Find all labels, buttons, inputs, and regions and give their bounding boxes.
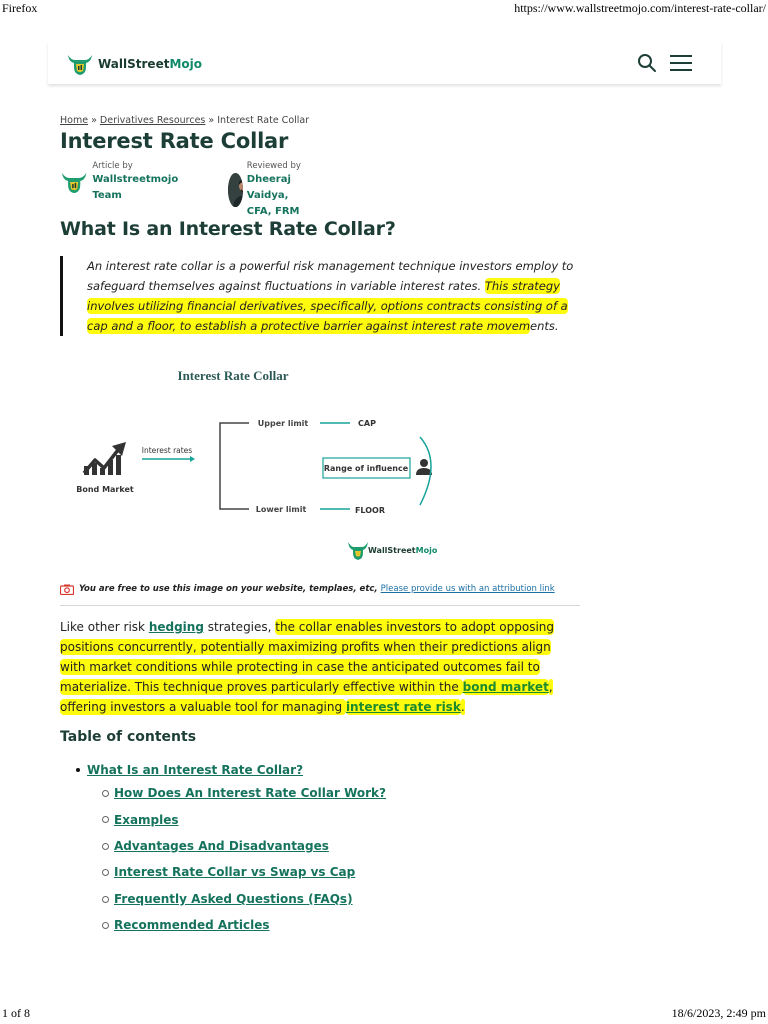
bond-market-link[interactable]: bond market <box>462 680 549 694</box>
author-reviewer <box>228 160 310 220</box>
browser-name: Firefox <box>2 1 38 15</box>
toc-link-faqs[interactable]: Frequently Asked Questions (FAQs) <box>114 891 353 906</box>
interest-rate-risk-link[interactable]: interest rate risk <box>345 700 461 714</box>
reviewer-avatar <box>228 173 243 207</box>
breadcrumb <box>60 115 309 126</box>
collar-diagram <box>60 360 530 575</box>
author-role: Article by <box>92 161 133 171</box>
toc-link-vs-swap[interactable]: Interest Rate Collar vs Swap vs Cap <box>114 865 356 880</box>
toc-item <box>60 780 580 806</box>
site-header <box>48 42 721 84</box>
attribution-link[interactable]: Please provide us with an attribution link <box>380 584 555 594</box>
diagram-range: Range of influence <box>323 464 409 473</box>
diagram-upper-limit: Upper limit <box>257 419 309 428</box>
site-logo[interactable] <box>66 52 202 76</box>
bull-logo-icon <box>66 52 94 76</box>
breadcrumb-separator: » <box>88 115 100 126</box>
print-datetime: 18/6/2023, 2:49 pm <box>671 1006 766 1020</box>
breadcrumb-home[interactable]: Home <box>60 115 89 126</box>
logo-text-wallstreet: WallStreet <box>98 57 170 71</box>
diagram-watermark <box>368 546 438 555</box>
toc-title: Table of contents <box>60 729 197 745</box>
diagram-cap: CAP <box>358 419 376 428</box>
search-button[interactable] <box>636 52 658 74</box>
toc-item <box>60 806 580 832</box>
quote-text <box>87 256 590 336</box>
attribution-text: You are free to use this image on your website, templaes, etc, <box>79 584 378 594</box>
breadcrumb-separator: » <box>205 115 218 126</box>
diagram-lower-limit: Lower limit <box>255 505 307 514</box>
toc-item <box>60 886 580 912</box>
print-footer <box>0 1006 768 1024</box>
para-highlight: , offering investors a valuable tool for managing <box>60 680 553 714</box>
image-attribution-note <box>60 584 580 606</box>
diagram-bracket <box>220 423 249 509</box>
diagram-floor: FLOOR <box>354 506 386 515</box>
person-icon <box>416 459 432 475</box>
watermark-mojo: Mojo <box>415 546 438 555</box>
diagram-title: Interest Rate Collar <box>177 368 289 383</box>
toc-item <box>60 859 580 885</box>
toc-link-recommended[interactable]: Recommended Articles <box>114 918 270 933</box>
camera-icon <box>60 584 74 595</box>
section-heading: What Is an Interest Rate Collar? <box>60 218 396 240</box>
watermark-wallstreet: WallStreet <box>368 546 416 555</box>
menu-button[interactable] <box>670 54 692 72</box>
toc-link-how-works[interactable]: How Does An Interest Rate Collar Work? <box>114 786 386 801</box>
toc-item <box>60 760 580 780</box>
breadcrumb-derivatives[interactable]: Derivatives Resources <box>99 115 206 126</box>
author-name[interactable]: Wallstreetmojo Team <box>92 174 179 201</box>
para-text: strategies, <box>203 620 276 634</box>
para-text: Like other risk <box>60 620 149 634</box>
author-logo-avatar <box>60 165 88 199</box>
author-article <box>60 160 186 204</box>
diagram-watermark-logo <box>348 542 368 560</box>
quote-plain: An interest rate collar is a powerful risk management technique investors employ to safeguard themselves against fluctuations in variable interest rates. <box>87 259 574 293</box>
reviewer-role: Reviewed by <box>246 161 301 171</box>
search-icon <box>636 52 658 74</box>
toc-link-what-is[interactable]: What Is an Interest Rate Collar? <box>87 763 304 777</box>
breadcrumb-current: Interest Rate Collar <box>217 115 310 126</box>
toc-link-examples[interactable]: Examples <box>114 812 179 827</box>
page-title: Interest Rate Collar <box>60 129 289 153</box>
hamburger-menu-icon <box>670 54 692 72</box>
quote-tail: ents. <box>530 319 559 333</box>
reviewer-name[interactable]: Dheeraj Vaidya, CFA, FRM <box>246 174 300 217</box>
hedging-link[interactable]: hedging <box>148 620 204 634</box>
print-header <box>0 0 768 16</box>
toc-link-advantages[interactable]: Advantages And Disadvantages <box>114 838 329 853</box>
body-paragraph <box>60 617 580 717</box>
logo-text <box>98 57 202 71</box>
growth-chart-icon <box>84 442 126 475</box>
diagram-arrow-label: Interest rates <box>141 446 193 455</box>
toc-item <box>60 912 580 938</box>
diagram-arrow-head <box>190 456 195 462</box>
para-highlight: the collar enables investors to adopt opposing positions concurrently, potentially maximizing profits when their predictions align with market conditions while protecting in case the anticipated outcomes fail to materialize. This technique proves particularly effective within the <box>60 620 555 694</box>
diagram-market-label: Bond Market <box>76 485 134 494</box>
page-number: 1 of 8 <box>2 1006 30 1020</box>
definition-quote <box>60 256 590 336</box>
page-url: https://www.wallstreetmojo.com/interest-rate-collar/ <box>514 1 766 15</box>
para-highlight: . <box>460 700 465 714</box>
toc-item <box>60 833 580 859</box>
quote-highlight: This strategy involves utilizing financial derivatives, specifically, options contracts consisting of a cap and a floor, to establish a protective barrier against interest rate movem <box>87 279 568 333</box>
table-of-contents <box>60 760 580 938</box>
logo-text-mojo: Mojo <box>169 57 202 71</box>
